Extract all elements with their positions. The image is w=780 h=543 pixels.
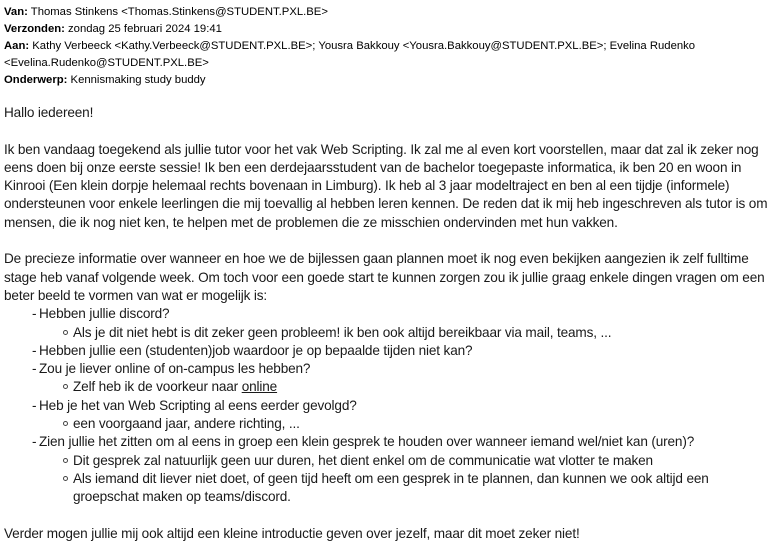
from-label: Van: — [4, 6, 28, 18]
dash-bullet: - — [32, 397, 37, 413]
sub-item — [73, 470, 718, 507]
intro-line: Kinrooi (Een klein dorpje helemaal rechts bovenaan in Limburg). Ik heb al 3 jaar modeltraject en ben al een tijdje (informele) — [4, 178, 730, 194]
question-item — [32, 305, 778, 342]
to-row — [4, 38, 778, 55]
intro-line: Ik ben vandaag toegekend als jullie tutor voor het vak Web Scripting. Ik zal me al even kort voorstellen, maar dat zal ik zeker nog — [4, 141, 759, 157]
question-item — [32, 360, 778, 397]
greeting: Hallo iedereen! — [4, 105, 94, 120]
subject-label: Onderwerp: — [4, 74, 68, 86]
dash-bullet: - — [32, 342, 37, 358]
dash-bullet: - — [32, 361, 37, 377]
sent-value: zondag 25 februari 2024 19:41 — [64, 23, 222, 35]
question-text: Zien jullie het zitten om al eens in groep een klein gesprek te houden over wanneer iemand wel/niet kan (uren)? — [39, 434, 695, 450]
intro-line: ondersteunen voor enkele leerlingen die mij toevallig al hebben leren kennen. De reden dat ik mij heb ingeschreven als tutor is om — [4, 196, 768, 212]
sub-item — [73, 452, 718, 470]
underlined-online: online — [241, 379, 278, 395]
sub-text: Als iemand dit liever niet doet, of geen tijd heeft om een gesprek in te plannen, dan kunnen we ook altijd een groepschat maken op teams/discord. — [73, 470, 709, 505]
circle-bullet-icon — [63, 458, 68, 463]
subject-value: Kennismaking study buddy — [67, 74, 206, 86]
planning-line: stage heb vanaf volgende week. Om toch voor een goede start te kunnen zorgen zou ik jullie graag enkele dingen vragen om een — [4, 269, 765, 285]
email-body — [4, 104, 778, 543]
sub-text: een voorgaand jaar, andere richting, ... — [73, 416, 300, 432]
planning-paragraph — [4, 250, 778, 305]
question-text: Heb je het van Web Scripting al eens eerder gevolgd? — [39, 397, 357, 413]
question-item — [32, 397, 778, 434]
question-item — [32, 342, 778, 360]
question-item — [32, 433, 778, 506]
email-header — [4, 4, 778, 89]
sub-item — [73, 324, 778, 342]
sub-list — [39, 378, 778, 396]
question-text: Zou je liever online of on-campus les hebben? — [39, 361, 311, 377]
circle-bullet-icon — [63, 330, 68, 335]
questions-list — [4, 305, 778, 506]
to-value-continued[interactable]: <Evelina.Rudenko@STUDENT.PXL.BE> — [4, 57, 209, 69]
closing-paragraph: Verder mogen jullie mij ook altijd een kleine introductie geven over jezelf, maar dit moet zeker niet! — [4, 525, 580, 541]
intro-line: eens doen bij onze eerste sessie! Ik ben een derdejaarsstudent van de bachelor toegepaste informatica, ik ben 20 en woon in — [4, 159, 742, 175]
circle-bullet-icon — [63, 384, 68, 389]
sub-list — [39, 452, 778, 507]
dash-bullet: - — [32, 306, 37, 322]
from-value[interactable]: Thomas Stinkens <Thomas.Stinkens@STUDENT.PXL.BE> — [27, 6, 328, 18]
sent-label: Verzonden: — [4, 23, 65, 35]
planning-line: beter beeld te vormen van wat er mogelijk is: — [4, 287, 267, 303]
circle-bullet-icon — [63, 476, 68, 481]
question-text: Hebben jullie discord? — [39, 306, 170, 322]
sub-item — [73, 415, 778, 433]
from-row — [4, 4, 778, 21]
sub-text: Zelf heb ik de voorkeur naar — [73, 379, 242, 395]
question-text: Hebben jullie een (studenten)job waardoor je op bepaalde tijden niet kan? — [39, 342, 473, 358]
planning-line: De precieze informatie over wanneer en hoe we de bijlessen gaan plannen moet ik nog even bekijken aangezien ik zelf fulltime — [4, 251, 749, 267]
intro-paragraph — [4, 141, 778, 232]
to-label: Aan: — [4, 40, 30, 52]
subject-row — [4, 72, 778, 89]
dash-bullet: - — [32, 434, 37, 450]
sent-row — [4, 21, 778, 38]
intro-line: mensen, die ik nog niet ken, te helpen met de problemen die ze misschien ondervinden met hun vakken. — [4, 214, 618, 230]
sub-list — [39, 324, 778, 342]
to-value[interactable]: Kathy Verbeeck <Kathy.Verbeeck@STUDENT.PXL.BE>; Yousra Bakkouy <Yousra.Bakkouy@STUDENT.PXL.BE>; Evelina Rudenko — [29, 40, 696, 52]
sub-text: Als je dit niet hebt is dit zeker geen probleem! ik ben ook altijd bereikbaar via mail, teams, ... — [73, 324, 612, 340]
circle-bullet-icon — [63, 421, 68, 426]
sub-item — [73, 378, 778, 396]
sub-text: Dit gesprek zal natuurlijk geen uur duren, het dient enkel om de communicatie wat vlotter te maken — [73, 452, 653, 468]
sub-list — [39, 415, 778, 433]
to-row-continued — [4, 55, 778, 72]
